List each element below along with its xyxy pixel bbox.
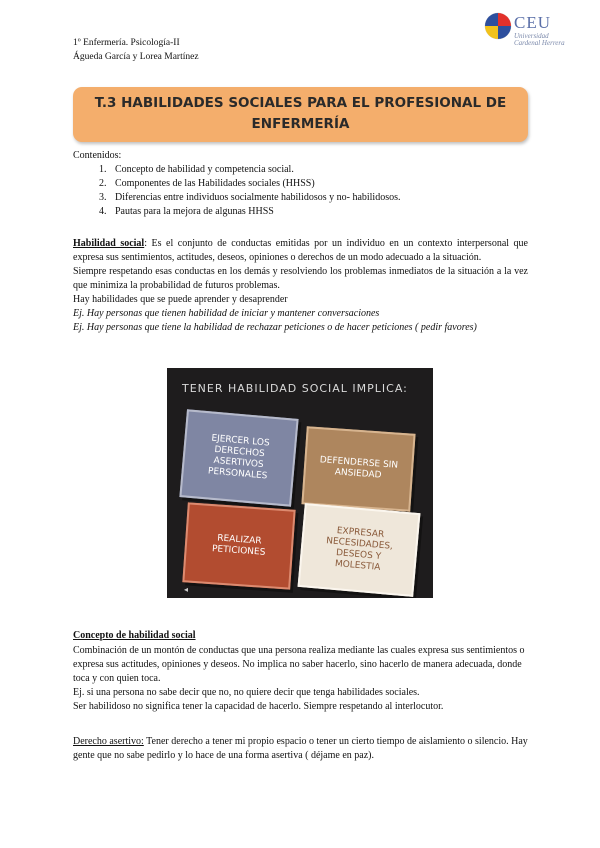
- logo-sub-line-2: Cardenal Herrera: [514, 39, 565, 47]
- page-title: [73, 87, 528, 142]
- term-habilidad-social: Habilidad social: [73, 238, 145, 249]
- contents-list: [73, 163, 529, 219]
- example: Ej. Hay personas que tiene la habilidad de rechazar peticiones o de hacer peticiones ( pedir favores): [73, 322, 477, 333]
- paragraph: Combinación de un montón de conductas que una persona realiza mediante las cuales expresa sus sentimientos o expresa sus actitudes, opiniones y deseos. No implica no saber hacerlo, sino hacerlo de manera adecuada, donde toca y con quien toca.: [73, 645, 525, 684]
- header-authors: Águeda García y Lorea Martínez: [73, 52, 199, 62]
- card-line: REALIZAR: [216, 533, 262, 547]
- card-expresar-necesidades: [298, 503, 421, 597]
- term-derecho-asertivo: Derecho asertivo:: [73, 736, 144, 747]
- definition-text: : Es el conjunto de conductas emitidas por un individuo en un contexto interpersonal que expresa sus sentimientos, actitudes, deseos, opiniones o derechos de un modo adecuado a la situación.: [73, 238, 528, 263]
- contents-item: 3. Diferencias entre individuos socialmente habilidosos y no- habilidosos.: [109, 191, 529, 205]
- derecho-asertivo-section: [73, 735, 528, 763]
- derecho-text: Tener derecho a tener mi propio espacio o tener un cierto tiempo de aislamiento o silencio. Hay gente que no sabe pedirlo y lo hace de una forma asertiva ( déjame en paz).: [73, 736, 528, 761]
- title-line-2: ENFERMERÍA: [251, 116, 350, 132]
- logo-brand: CEU: [514, 13, 551, 32]
- paragraph: Hay habilidades que se puede aprender y desaprender: [73, 294, 288, 305]
- card-line: DESEOS Y: [335, 548, 382, 562]
- card-line: PERSONALES: [207, 466, 268, 482]
- card-defenderse: [301, 426, 415, 511]
- card-line: MOLESTIA: [334, 558, 381, 573]
- card-derechos-asertivos: [179, 409, 298, 506]
- logo-sub-line-1: Universidad: [514, 32, 549, 40]
- card-line: ASERTIVOS: [213, 455, 264, 471]
- card-line: EXPRESAR: [336, 526, 385, 541]
- ceu-emblem-icon: [484, 12, 512, 40]
- concepto-section: [73, 644, 528, 714]
- contents-label: Contenidos:: [73, 150, 122, 161]
- social-skill-figure: [167, 368, 433, 598]
- card-line: DERECHOS: [213, 444, 266, 460]
- header-course: 1º Enfermería. Psicología-II: [73, 38, 180, 48]
- contents-item: 1. Concepto de habilidad y competencia social.: [109, 163, 529, 177]
- card-line: NECESIDADES,: [325, 536, 394, 552]
- contents-item: 4. Pautas para la mejora de algunas HHSS: [109, 205, 529, 219]
- card-line: ANSIEDAD: [334, 467, 382, 481]
- figure-title: TENER HABILIDAD SOCIAL IMPLICA:: [182, 382, 408, 395]
- paragraph: Ser habilidoso no significa tener la capacidad de hacerlo. Siempre respetando al interlocutor.: [73, 701, 444, 712]
- definition-paragraph: [73, 237, 528, 265]
- paragraph: Siempre respetando esas conductas en los demás y resolviendo los problemas inmediatos de la situación a la vez que minimiza la probabilidad de futuros problemas.: [73, 266, 528, 291]
- card-realizar-peticiones: [182, 502, 295, 589]
- paragraph: [73, 735, 528, 763]
- card-line: PETICIONES: [211, 544, 266, 558]
- card-line: EJERCER LOS: [210, 433, 271, 449]
- card-line: DEFENDERSE SIN: [319, 455, 399, 471]
- paragraph: Ej. si una persona no sabe decir que no, no quiere decir que tenga habilidades sociales.: [73, 687, 420, 698]
- contents-item: 2. Componentes de las Habilidades sociales (HHSS): [109, 177, 529, 191]
- example: Ej. Hay personas que tienen habilidad de iniciar y mantener conversaciones: [73, 308, 380, 319]
- document-header: [73, 36, 199, 64]
- habilidad-social-section: [73, 237, 528, 335]
- logo-subtitle: [514, 33, 565, 47]
- title-line-1: T.3 HABILIDADES SOCIALES PARA EL PROFESIONAL DE: [94, 95, 507, 111]
- ceu-logo: [484, 10, 584, 50]
- section-title-concepto: Concepto de habilidad social: [73, 630, 196, 641]
- slide-marker-icon: ◂: [184, 585, 189, 594]
